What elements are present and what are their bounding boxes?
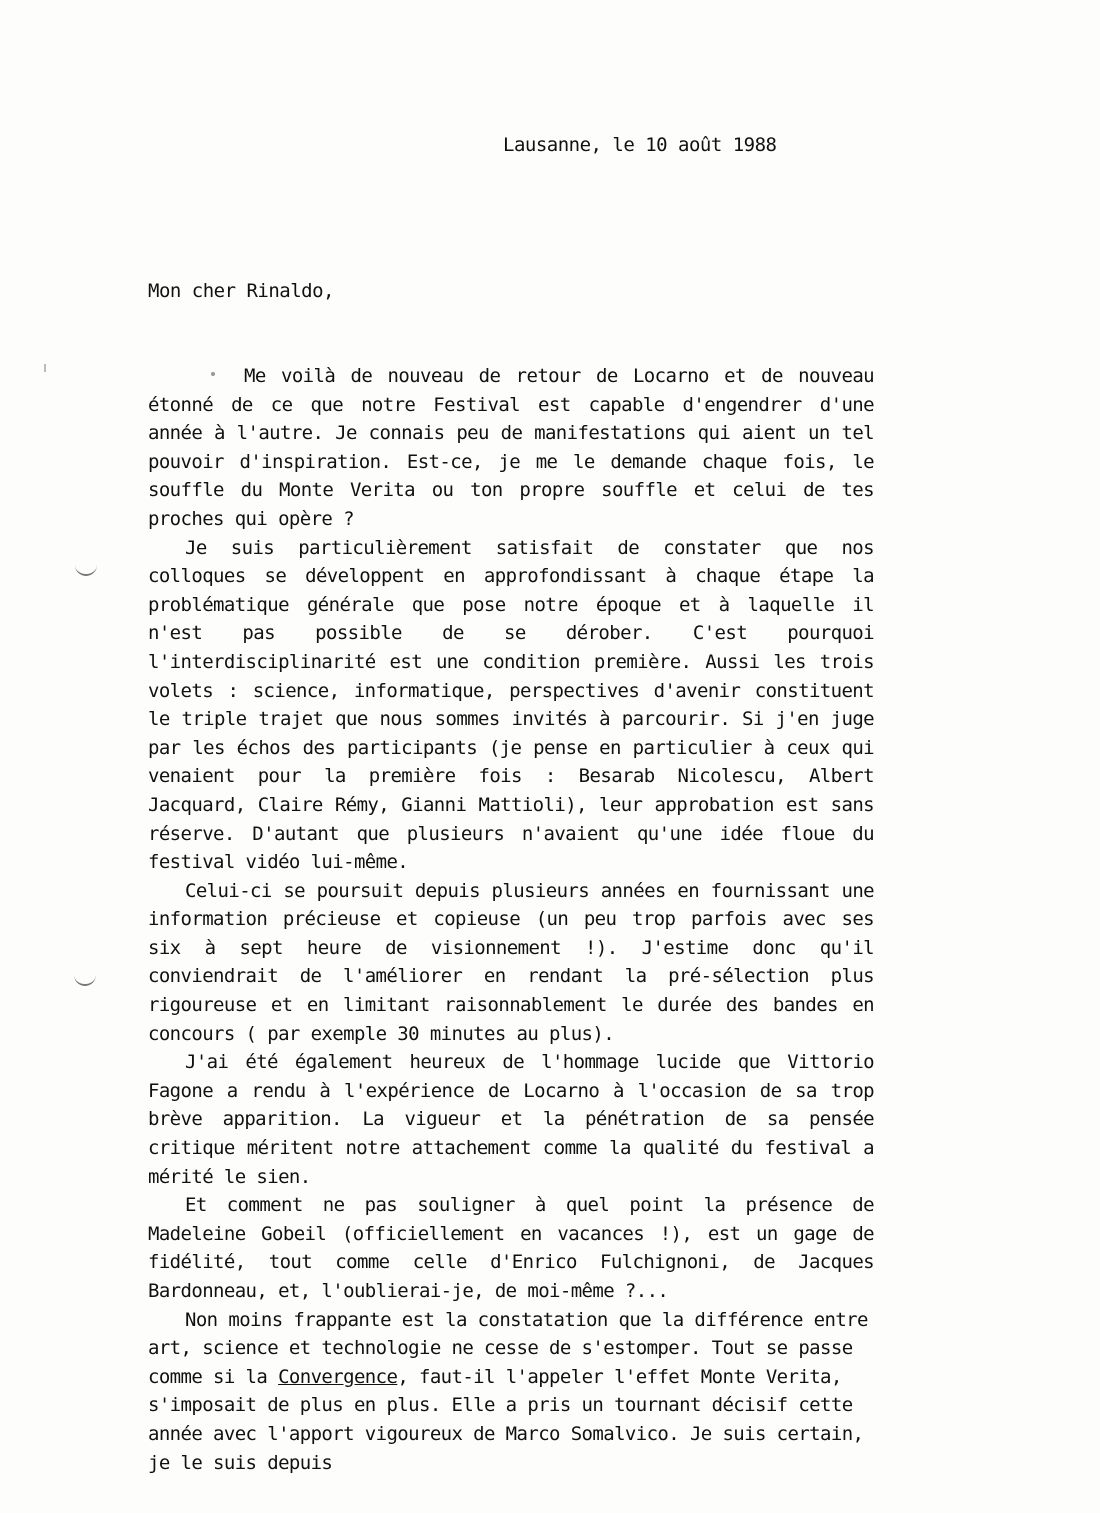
paragraph-5: Et comment ne pas souligner à quel point la présence de Madeleine Gobeil (officiellement en vacances !), est un gage de fidélité, tout comme celle d'Enrico Fulchignoni, de Jacques Bardonneau, et, l'oublierai-je, de moi-même ?... — [148, 1194, 874, 1302]
paragraph-6-text-start: Non moins frappante est la constatation que la différence entre art, science et technologie ne cesse de s'estomper. Tout se passe comme si la — [148, 1308, 868, 1388]
letter-body — [148, 362, 874, 1477]
paragraph-1: Me voilà de nouveau de retour de Locarno et de nouveau étonné de ce que notre Festival est capable d'engendrer d'une année à l'autre. Je connais peu de manifestations qui aient un tel pouvoir d'inspiration. Est-ce, je me le demande chaque fois, le souffle du Monte Verita ou ton propre souffle et celui de tes proches qui opère ? — [148, 365, 874, 530]
punch-hole-mark — [74, 970, 96, 986]
paragraph-6 — [148, 1306, 874, 1478]
paragraph-4: J'ai été également heureux de l'hommage lucide que Vittorio Fagone a rendu à l'expérience de Locarno à l'occasion de sa trop brève apparition. La vigueur et la pénétration de sa pensée critique méritent notre attachement comme la qualité du festival a mérité le sien. — [148, 1051, 874, 1188]
paragraph-2: Je suis particulièrement satisfait de constater que nos colloques se développent en approfondissant à chaque étape la problématique générale que pose notre époque et à laquelle il n'est pas possible de se dérober. C'est pourquoi l'interdisciplinarité est une condition première. Aussi les trois volets : science, informatique, perspectives d'avenir constituent le triple trajet que nous sommes invités à parcourir. Si j'en juge par les échos des participants (je pense en particulier à ceux qui venaient pour la première fois : Besarab Nicolescu, Albert Jacquard, Claire Rémy, Gianni Mattioli), leur approbation est sans réserve. D'autant que plusieurs n'avaient qu'une idée floue du festival vidéo lui-même. — [148, 536, 874, 874]
letter-date: Lausanne, le 10 août 1988 — [503, 134, 777, 156]
letter-salutation: Mon cher Rinaldo, — [148, 280, 334, 302]
paragraph-3: Celui-ci se poursuit depuis plusieurs années en fournissant une information précieuse et copieuse (un peu trop parfois avec ses six à sept heure de visionnement !). J'estime donc qu'il conviendrait de l'améliorer en rendant la pré-sélection plus rigoureuse et en limitant raisonnablement le durée des bandes en concours ( par exemple 30 minutes au plus). — [148, 879, 874, 1045]
punch-hole-mark — [75, 560, 97, 576]
underlined-word-convergence: Convergence — [278, 1365, 398, 1388]
paragraph-6-text-end: , faut-il l'appeler l'effet Monte Verita, s'imposait de plus en plus. Elle a pris un tournant décisif cette année avec l'apport vigoureux de Marco Somalvico. Je suis certain, je le suis depuis — [148, 1365, 864, 1474]
margin-speck — [44, 364, 46, 372]
